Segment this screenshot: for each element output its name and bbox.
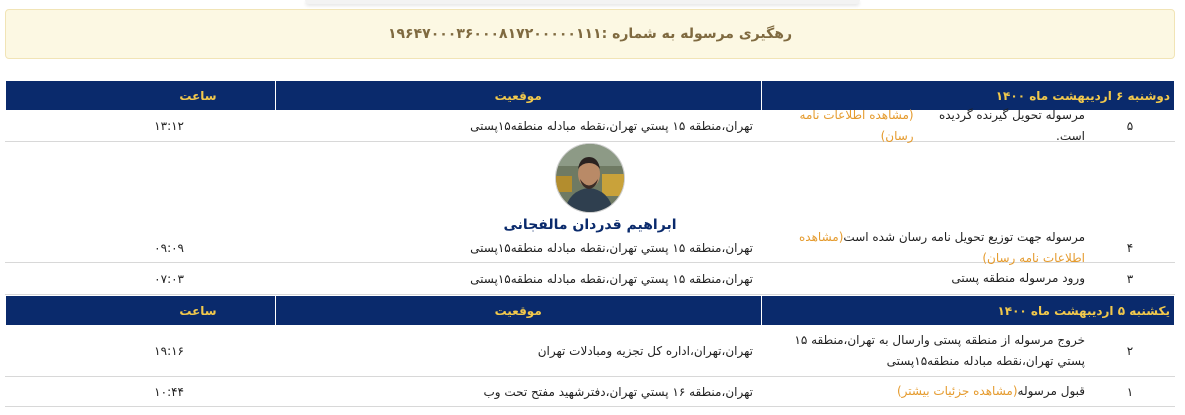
row-status: [761, 108, 1085, 143]
table-row: [5, 230, 1175, 265]
status-text: ورود مرسوله منطقه پستی: [951, 271, 1085, 285]
location-header: موقعیت: [275, 296, 761, 325]
table-row: [5, 108, 1175, 143]
row-time: ۰۷:۰۳: [154, 271, 184, 286]
person-photo-icon: [555, 144, 624, 213]
row-time: ۱۰:۴۴: [154, 384, 184, 399]
postman-avatar: [555, 143, 625, 213]
status-text: مرسوله جهت توزیع تحویل نامه رسان شده است: [843, 230, 1085, 244]
row-location: تهران،منطقه ۱۶ پستي تهران،دفترشهید مفتح تحت وب: [483, 384, 753, 399]
row-status: [761, 377, 1085, 406]
row-number: ۴: [1126, 241, 1134, 255]
tracking-banner: [5, 9, 1175, 59]
status-text: خروج مرسوله از منطقه پستی وارسال به تهران،منطقه ۱۵ پستي تهران،نقطه مبادله منطقه۱۵پستی: [794, 333, 1085, 368]
table-row: [5, 326, 1175, 377]
status-text: قبول مرسوله: [1017, 384, 1085, 398]
view-postman-info-link[interactable]: (مشاهده اطلاعات نامه رسان): [799, 230, 1085, 265]
row-time: ۱۹:۱۶: [154, 344, 184, 358]
row-status: [761, 326, 1085, 376]
top-shadow-decoration: [305, 0, 860, 4]
tracking-table: [5, 80, 1175, 407]
row-time: ۱۳:۱۲: [154, 119, 184, 133]
row-number: ۳: [1126, 271, 1134, 286]
row-number: ۱: [1126, 384, 1134, 399]
time-header: ساعت: [179, 303, 217, 318]
table-row: [5, 377, 1175, 407]
row-location: تهران،تهران،اداره کل تجزیه ومبادلات تهران: [537, 344, 753, 358]
tracking-number: ۱۹۶۴۷۰۰۰۳۶۰۰۰۸۱۷۲۰۰۰۰۰۱۱۱: [387, 26, 602, 42]
status-text: مرسوله تحویل گیرنده گردیده است.: [938, 108, 1085, 143]
row-number: ۲: [1126, 344, 1134, 358]
row-location: تهران،منطقه ۱۵ پستي تهران،نقطه مبادله منطقه۱۵پستی: [470, 119, 753, 133]
row-status: [761, 230, 1085, 265]
group-date: یکشنبه ۵ اردیبهشت ماه ۱۴۰۰: [761, 296, 1174, 325]
tracking-title: [388, 26, 792, 42]
time-header: ساعت: [179, 88, 217, 103]
row-location: تهران،منطقه ۱۵ پستي تهران،نقطه مبادله منطقه۱۵پستی: [470, 241, 753, 255]
row-status: [761, 263, 1085, 294]
group-date: دوشنبه ۶ اردیبهشت ماه ۱۴۰۰: [761, 81, 1174, 110]
tracking-label: رهگیری مرسوله به شماره :: [601, 26, 793, 42]
location-header: موقعیت: [275, 81, 761, 110]
view-more-details-link[interactable]: (مشاهده جزئیات بیشتر): [896, 384, 1018, 398]
row-location: تهران،منطقه ۱۵ پستي تهران،نقطه مبادله منطقه۱۵پستی: [470, 271, 753, 286]
view-postman-info-link[interactable]: (مشاهده اطلاعات نامه رسان): [799, 108, 914, 143]
row-time: ۰۹:۰۹: [154, 241, 184, 255]
group-header-2: [5, 295, 1175, 326]
postman-name: ابراهیم قدردان مالفجانی: [503, 217, 677, 233]
table-row: [5, 263, 1175, 295]
postman-card: [5, 142, 1175, 234]
row-number: ۵: [1126, 119, 1134, 133]
